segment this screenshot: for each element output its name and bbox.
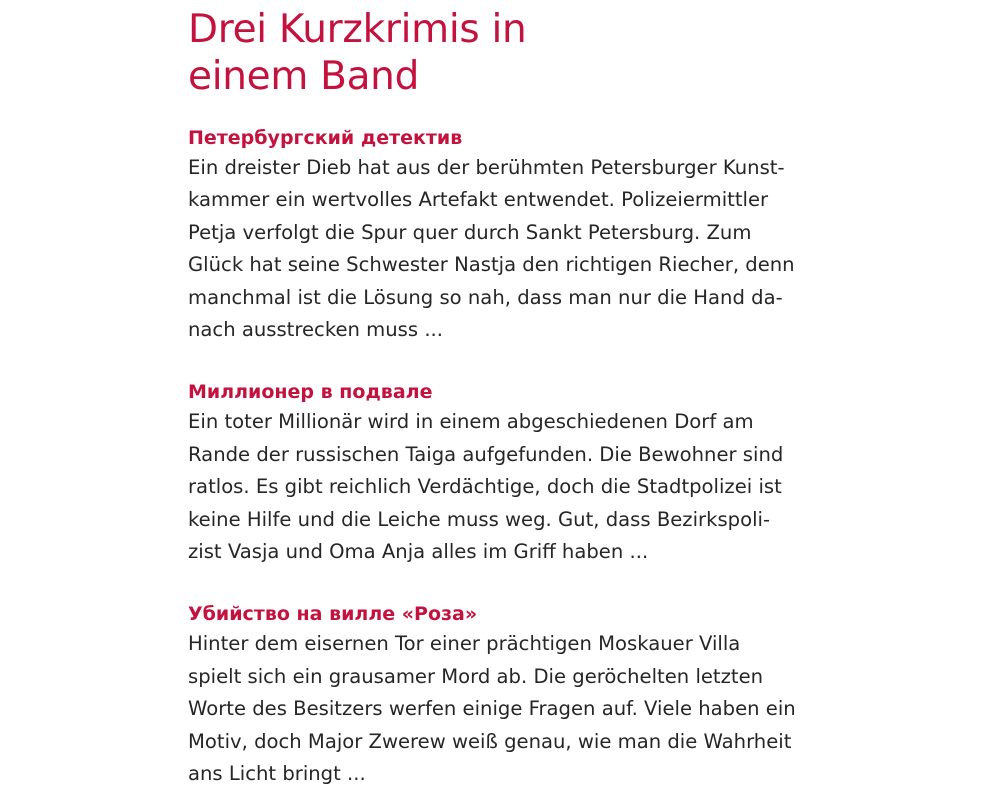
text-line: Rande der russischen Taiga aufgefunden. Die Bewohner sind <box>188 442 784 466</box>
text-line: Motiv, doch Major Zwerew weiß genau, wie man die Wahrheit <box>188 729 792 753</box>
text-line: Hinter dem eisernen Tor einer prächtigen Moskauer Villa <box>188 632 741 656</box>
text-line: Ein toter Millionär wird in einem abgeschiedenen Dorf am <box>188 410 754 434</box>
story-section-2 <box>188 378 818 568</box>
text-line: Ein dreister Dieb hat aus der berühmten Petersburger Kunst- <box>188 156 785 179</box>
story-section-1 <box>188 124 818 346</box>
story-heading: Миллионер в подвале <box>188 381 433 404</box>
text-line: manchmal ist die Lösung so nah, dass man nur die Hand da- <box>188 285 783 309</box>
text-line: zist Vasja und Oma Anja alles im Griff haben ... <box>188 540 649 564</box>
page-title <box>188 6 818 100</box>
text-line: ratlos. Es gibt reichlich Verdächtige, doch die Stadtpolizei ist <box>188 475 782 499</box>
book-blurb-page <box>188 6 818 791</box>
story-description <box>188 152 818 346</box>
story-heading: Убийство на вилле «Роза» <box>188 603 478 626</box>
text-line: keine Hilfe und die Leiche muss weg. Gut, dass Bezirkspoli- <box>188 507 771 531</box>
text-line: ans Licht bringt ... <box>188 762 366 786</box>
text-line: Glück hat seine Schwester Nastja den richtigen Riecher, denn <box>188 253 795 277</box>
story-description <box>188 628 818 790</box>
title-line-1: Drei Kurzkrimis in <box>188 7 527 52</box>
title-line-2: einem Band <box>188 54 420 99</box>
story-heading: Петербургский детектив <box>188 127 463 149</box>
text-line: spielt sich ein grausamer Mord ab. Die geröchelten letzten <box>188 664 764 688</box>
story-section-3 <box>188 600 818 790</box>
text-line: Petja verfolgt die Spur quer durch Sankt Petersburg. Zum <box>188 220 752 244</box>
story-description <box>188 406 818 568</box>
text-line: kammer ein wertvolles Artefakt entwendet. Polizeiermittler <box>188 188 769 212</box>
text-line: Worte des Besitzers werfen einige Fragen auf. Viele haben ein <box>188 697 796 721</box>
text-line: nach ausstrecken muss ... <box>188 318 444 342</box>
